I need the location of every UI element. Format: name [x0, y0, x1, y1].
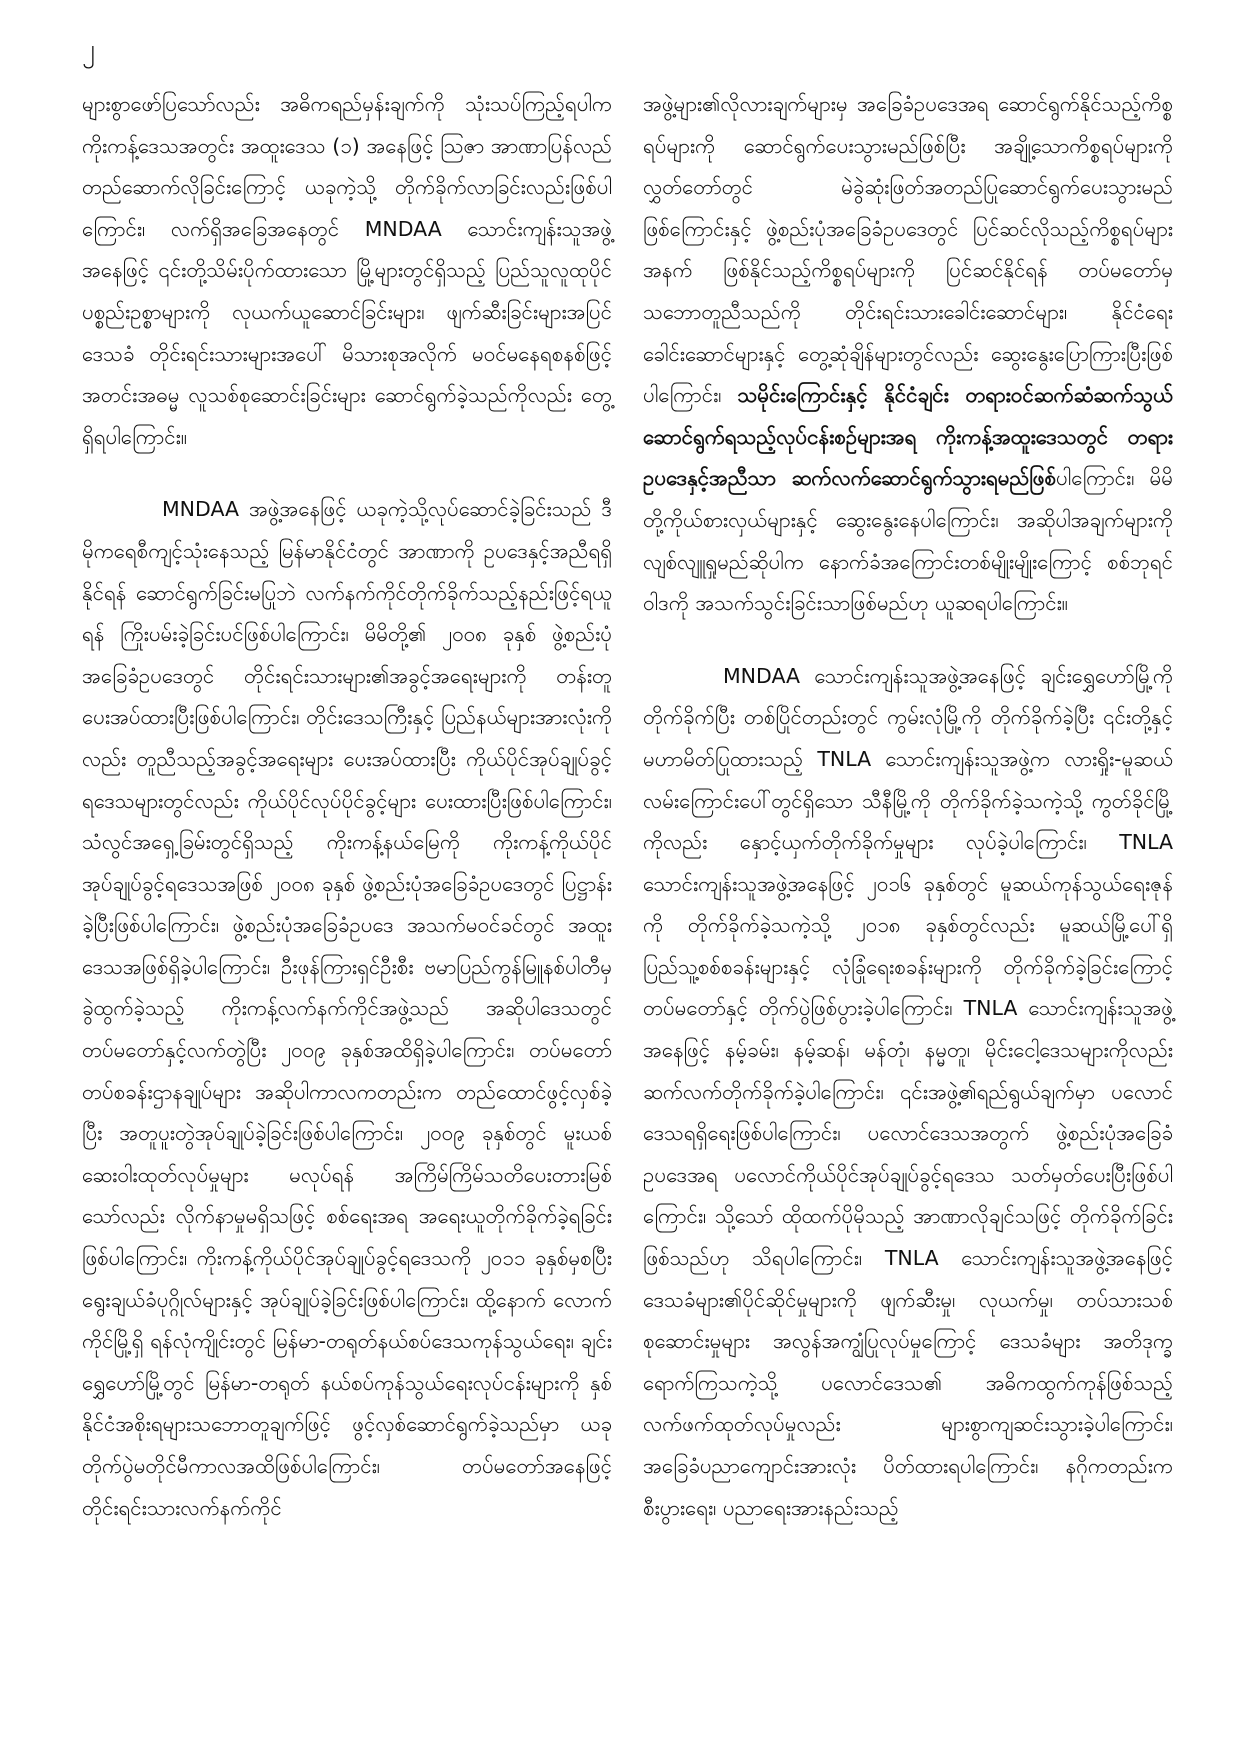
right-paragraph-2: MNDAA သောင်းကျန်းသူအဖွဲ့အနေဖြင့် ချင်းရွှေဟော်မြို့ကို တိုက်ခိုက်ပြီး တစ်ပြိုင်တည်းတွင် ကွမ်းလုံမြို့ကို တိုက်ခိုက်ခဲ့ပြီး ၎င်းတို့နှင့် မဟာမိတ်ပြုထားသည့် TNLA သောင်းကျန်းသူအဖွဲ့က လားရှိုး-မူဆယ် လမ်းကြောင်းပေါ်တွင်ရှိသော သီနီမြို့ကို တိုက်ခိုက်ခဲ့သကဲ့သို့ ကွတ်ခိုင်မြို့ကိုလည်း နှောင့်ယှက်တိုက်ခိုက်မှုများ လုပ်ခဲ့ပါကြောင်း၊ TNLA သောင်းကျန်းသူအဖွဲ့အနေဖြင့် ၂၀၁၆ ခုနှစ်တွင် မူဆယ်ကုန်သွယ်ရေးဇုန်ကို တိုက်ခိုက်ခဲ့သကဲ့သို့ ၂၀၁၈ ခုနှစ်တွင်လည်း မူဆယ်မြို့ပေါ်ရှိ ပြည်သူ့စစ်စခန်းများနှင့် လုံခြုံရေးစခန်းများကို တိုက်ခိုက်ခဲ့ခြင်းကြောင့် တပ်မတော်နှင့် တိုက်ပွဲဖြစ်ပွားခဲ့ပါကြောင်း၊ TNLA သောင်းကျန်းသူအဖွဲ့အနေဖြင့် နမ့်ခမ်း၊ နမ့်ဆန်၊ မန်တုံ၊ နမ္မတူ၊ မိုင်းငေါ့ဒေသများကိုလည်း ဆက်လက်တိုက်ခိုက်ခဲ့ပါကြောင်း၊ ၎င်းအဖွဲ့၏ရည်ရွယ်ချက်မှာ ပလောင်ဒေသရရှိရေးဖြစ်ပါကြောင်း၊ ပလောင်ဒေသအတွက် ဖွဲ့စည်းပုံအခြေခံဥပဒေအရ ပလောင်ကိုယ်ပိုင်အုပ်ချုပ်ခွင့်ရဒေသ သတ်မှတ်ပေးပြီးဖြစ်ပါကြောင်း၊ သို့သော် ထိုထက်ပိုမိုသည့် အာဏာလိုချင်သဖြင့် တိုက်ခိုက်ခြင်းဖြစ်သည်ဟု သိရပါကြောင်း၊ TNLA သောင်းကျန်းသူအဖွဲ့အနေဖြင့် ဒေသခံများ၏ပိုင်ဆိုင်မှုများကို ဖျက်ဆီးမှု၊ လုယက်မှု၊ တပ်သားသစ်စုဆောင်းမှုများ အလွန်အကျွံပြုလုပ်မှုကြောင့် ဒေသခံများ အတိဒုက္ခရောက်ကြသကဲ့သို့ ပလောင်ဒေသ၏ အဓိကထွက်ကုန်ဖြစ်သည့် လက်ဖက်ထုတ်လုပ်မှုလည်း များစွာကျဆင်းသွားခဲ့ပါကြောင်း၊ အခြေခံပညာကျောင်းအားလုံး ပိတ်ထားရပါကြောင်း၊ နဂိုကတည်းက စီးပွားရေး၊ ပညာရေးအားနည်းသည့်: [643, 663, 1173, 1520]
left-paragraph-1: များစွာဖော်ပြသော်လည်း အဓိကရည်မှန်းချက်ကို သုံးသပ်ကြည့်ရပါက ကိုးကန့်ဒေသအတွင်း အထူးဒေသ (၁) အနေဖြင့် ဩဇာ အာဏာပြန်လည်တည်ဆောက်လိုခြင်းကြောင့် ယခုကဲ့သို့ တိုက်ခိုက်လာခြင်းလည်းဖြစ်ပါကြောင်း၊ လက်ရှိအခြေအနေတွင် MNDAA သောင်းကျန်းသူအဖွဲ့အနေဖြင့် ၎င်းတို့သိမ်းပိုက်ထားသော မြို့များတွင်ရှိသည့် ပြည်သူလူထုပိုင်ပစ္စည်းဥစ္စာများကို လုယက်ယူဆောင်ခြင်းများ၊ ဖျက်ဆီးခြင်းများအပြင် ဒေသခံ တိုင်းရင်းသားများအပေါ် မိသားစုအလိုက် မဝင်မနေရစနစ်ဖြင့် အတင်းအဓမ္မ လူသစ်စုဆောင်းခြင်းများ ဆောင်ရွက်ခဲ့သည်ကိုလည်း တွေ့ရှိရပါကြောင်း။: [82, 92, 612, 449]
right-paragraph-1-bold: သမိုင်းကြောင်းနှင့် နိုင်ငံချင်း တရားဝင်ဆက်ဆံဆက်သွယ်ဆောင်ရွက်ရသည့်လုပ်ငန်းစဉ်များအရ ကိုးကန့်အထူးဒေသတွင် တရားဥပဒေနှင့်အညီသာ ဆက်လက်ဆောင်ရွက်သွားရမည်ဖြစ်: [643, 383, 1173, 491]
right-paragraph-1-part-a: အဖွဲ့များ၏လိုလားချက်များမှ အခြေခံဥပဒေအရ ဆောင်ရွက်နိုင်သည့်ကိစ္စရပ်များကို ဆောင်ရွက်ပေးသွားမည်ဖြစ်ပြီး အချို့သောကိစ္စရပ်များကို လွှတ်တော်တွင် မဲခွဲဆုံးဖြတ်အတည်ပြုဆောင်ရွက်ပေးသွားမည်ဖြစ်ကြောင်းနှင့် ဖွဲ့စည်းပုံအခြေခံဥပဒေတွင် ပြင်ဆင်လိုသည့်ကိစ္စရပ်များအနက် ဖြစ်နိုင်သည့်ကိစ္စရပ်များကို ပြင်ဆင်နိုင်ရန် တပ်မတော်မှ သဘောတူညီသည်ကို တိုင်းရင်းသားခေါင်းဆောင်များ၊ နိုင်ငံရေးခေါင်းဆောင်များနှင့် တွေ့ဆုံချိန်များတွင်လည်း ဆွေးနွေးပြောကြားပြီးဖြစ်ပါကြောင်း၊: [643, 92, 1173, 408]
right-paragraph-1-part-b: ပါကြောင်း၊ မိမိတို့ကိုယ်စားလှယ်များနှင့် ဆွေးနွေးနေပါကြောင်း၊ အဆိုပါအချက်များကို လျစ်လျူရှုမည်ဆိုပါက နောက်ခံအကြောင်းတစ်မျိုးမျိုးကြောင့် စစ်ဘုရင်ဝါဒကို အသက်သွင်းခြင်းသာဖြစ်မည်ဟု ယူဆရပါကြောင်း။: [643, 466, 1173, 616]
left-column: [82, 84, 612, 1529]
right-paragraph-1: [643, 84, 1173, 625]
left-paragraph-2: MNDAA အဖွဲ့အနေဖြင့် ယခုကဲ့သို့လုပ်ဆောင်ခဲ့ခြင်းသည် ဒီမိုကရေစီကျင့်သုံးနေသည့် မြန်မာနိုင်ငံတွင် အာဏာကို ဥပဒေနှင့်အညီရရှိနိုင်ရန် ဆောင်ရွက်ခြင်းမပြုဘဲ လက်နက်ကိုင်တိုက်ခိုက်သည့်နည်းဖြင့်ရယူရန် ကြိုးပမ်းခဲ့ခြင်းပင်ဖြစ်ပါကြောင်း၊ မိမိတို့၏ ၂၀၀၈ ခုနှစ် ဖွဲ့စည်းပုံအခြေခံဥပဒေတွင် တိုင်းရင်းသားများ၏အခွင့်အရေးများကို တန်းတူပေးအပ်ထားပြီးဖြစ်ပါကြောင်း၊ တိုင်းဒေသကြီးနှင့် ပြည်နယ်များအားလုံးကိုလည်း တူညီသည့်အခွင့်အရေးများ ပေးအပ်ထားပြီး ကိုယ်ပိုင်အုပ်ချုပ်ခွင့်ရဒေသများတွင်လည်း ကိုယ်ပိုင်လုပ်ပိုင်ခွင့်များ ပေးထားပြီးဖြစ်ပါကြောင်း၊ သံလွင်အရှေ့ခြမ်းတွင်ရှိသည့် ကိုးကန့်နယ်မြေကို ကိုးကန့်ကိုယ်ပိုင်အုပ်ချုပ်ခွင့်ရဒေသအဖြစ် ၂၀၀၈ ခုနှစ် ဖွဲ့စည်းပုံအခြေခံဥပဒေတွင် ပြဋ္ဌာန်းခဲ့ပြီးဖြစ်ပါကြောင်း၊ ဖွဲ့စည်းပုံအခြေခံဥပဒေ အသက်မဝင်ခင်တွင် အထူးဒေသအဖြစ်ရှိခဲ့ပါကြောင်း၊ ဦးဖုန်ကြားရှင်ဦးစီး ဗမာပြည်ကွန်မြူနစ်ပါတီမှ ခွဲထွက်ခဲ့သည့် ကိုးကန့်လက်နက်ကိုင်အဖွဲ့သည် အဆိုပါဒေသတွင် တပ်မတော်နှင့်လက်တွဲပြီး ၂၀၀၉ ခုနှစ်အထိရှိခဲ့ပါကြောင်း၊ တပ်မတော်တပ်စခန်းဌာနချုပ်များ အဆိုပါကာလကတည်းက တည်ထောင်ဖွင့်လှစ်ခဲ့ပြီး အတူပူးတွဲအုပ်ချုပ်ခဲ့ခြင်းဖြစ်ပါကြောင်း၊ ၂၀၀၉ ခုနှစ်တွင် မူးယစ်ဆေးဝါးထုတ်လုပ်မှုများ မလုပ်ရန် အကြိမ်ကြိမ်သတိပေးတားမြစ်သော်လည်း လိုက်နာမှုမရှိသဖြင့် စစ်ရေးအရ အရေးယူတိုက်ခိုက်ခဲ့ရခြင်းဖြစ်ပါကြောင်း၊ ကိုးကန့်ကိုယ်ပိုင်အုပ်ချုပ်ခွင့်ရဒေသကို ၂၀၁၁ ခုနှစ်မှစပြီး ရွေးချယ်ခံပုဂ္ဂိုလ်များနှင့် အုပ်ချုပ်ခဲ့ခြင်းဖြစ်ပါကြောင်း၊ ထို့နောက် လောက်ကိုင်မြို့ရှိ ရန်လုံကျိုင်းတွင် မြန်မာ-တရုတ်နယ်စပ်ဒေသကုန်သွယ်ရေး၊ ချင်းရွှေဟော်မြို့တွင် မြန်မာ-တရုတ် နယ်စပ်ကုန်သွယ်ရေးလုပ်ငန်းများကို နှစ်နိုင်ငံအစိုးရများသဘောတူချက်ဖြင့် ဖွင့်လှစ်ဆောင်ရွက်ခဲ့သည်မှာ ယခုတိုက်ပွဲမတိုင်မီကာလအထိဖြစ်ပါကြောင်း၊ တပ်မတော်အနေဖြင့် တိုင်းရင်းသားလက်နက်ကိုင်: [82, 497, 612, 1520]
right-column: [643, 84, 1173, 1529]
page-number: ၂: [82, 34, 95, 64]
